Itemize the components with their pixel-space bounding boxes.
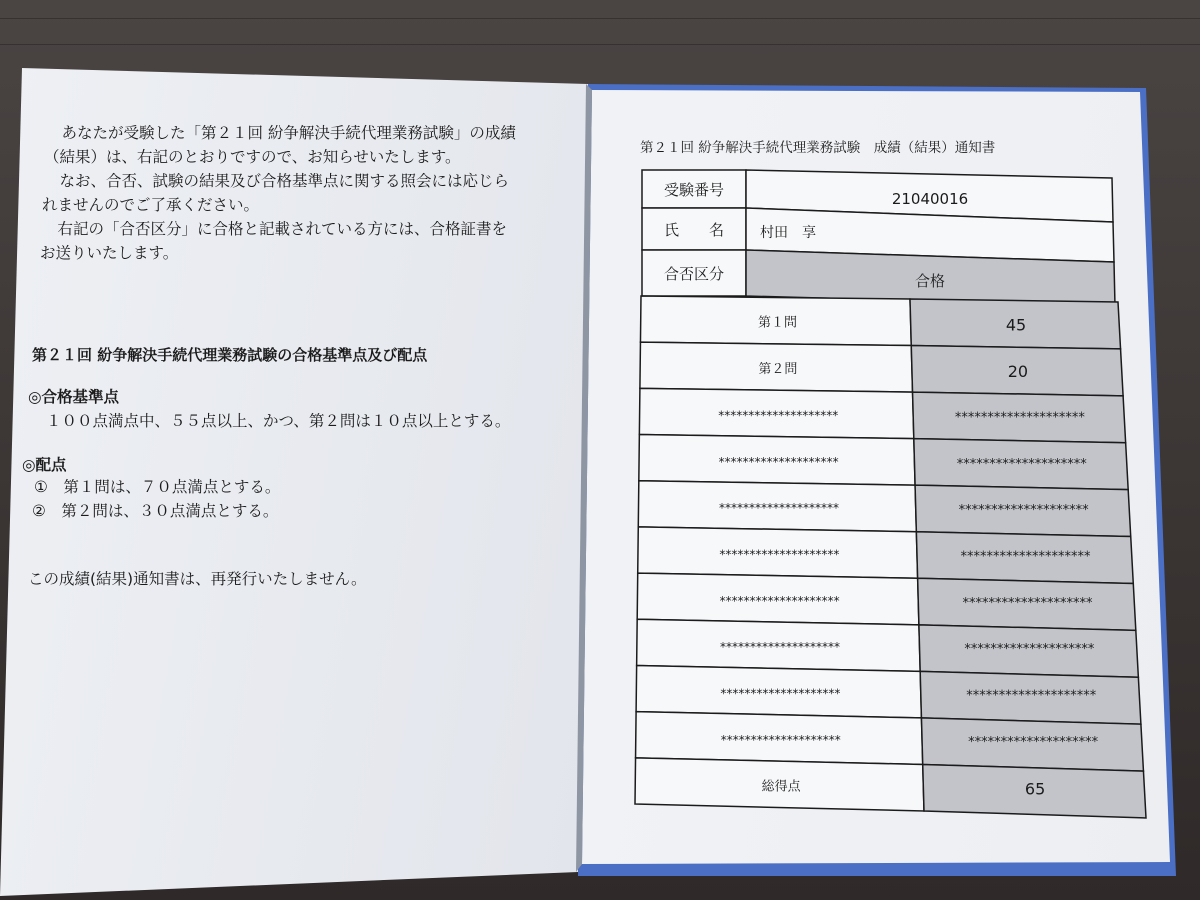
score-item-2: ② 第２問は、３０点満点とする。: [32, 502, 279, 520]
intro-line-1: あなたが受験した「第２１回 紛争解決手続代理業務試験」の成績: [46, 124, 516, 142]
standard-title: 第２１回 紛争解決手続代理業務試験の合格基準点及び配点: [32, 346, 428, 364]
score-row-3-label: ********************: [718, 408, 839, 423]
score-row-1-value: 45: [1005, 315, 1027, 335]
score-row-4-value: ********************: [956, 456, 1087, 472]
score-row-5-label: ********************: [718, 501, 839, 516]
intro-line-4: れませんのでご了承ください。: [42, 196, 260, 214]
score-row-2-value: 20: [1007, 362, 1029, 382]
score-row-4-label: ********************: [718, 454, 839, 469]
name-value: 村田 享: [760, 225, 816, 241]
intro-line-5: 右記の「合否区分」に合格と記載されている方には、合格証書を: [42, 220, 508, 238]
score-row-8-label: ********************: [720, 640, 841, 655]
score-row-1-label: 第１問: [757, 315, 798, 331]
score-row-8-value: ********************: [964, 642, 1095, 658]
score-row-11-value: 65: [1024, 779, 1046, 799]
score-row-10-label: ********************: [720, 732, 841, 747]
score-item-1: ① 第１問は、７０点満点とする。: [34, 478, 281, 496]
pass-heading: ◎合格基準点: [28, 388, 120, 406]
intro-line-3: なお、合否、試験の結果及び合格基準点に関する照会には応じら: [44, 172, 510, 190]
certificate-title: 第２１回 紛争解決手続代理業務試験 成績（結果）通知書: [640, 140, 996, 156]
score-row-5-value: ********************: [958, 503, 1089, 519]
score-row-7-value: ********************: [962, 595, 1093, 611]
score-heading: ◎配点: [22, 456, 67, 474]
score-row-9-value: ********************: [966, 688, 1097, 704]
pass-text: １００点満点中、５５点以上、かつ、第２問は１０点以上とする。: [46, 412, 511, 430]
result-value: 合格: [914, 272, 946, 290]
score-row-2-label: 第２問: [758, 362, 798, 378]
intro-line-2: （結果）は、右記のとおりですので、お知らせいたします。: [44, 148, 461, 166]
score-row-6-value: ********************: [960, 549, 1091, 565]
intro-line-6: お送りいたします。: [40, 244, 179, 262]
score-row-11-label: 総得点: [761, 779, 801, 795]
score-row-9-label: ********************: [720, 686, 841, 701]
score-row-3-value: ********************: [954, 410, 1085, 426]
reissue-note: この成績(結果)通知書は、再発行いたしません。: [28, 570, 367, 588]
score-row-6-label: ********************: [719, 547, 840, 562]
name-label: 氏 名: [663, 221, 725, 239]
exam-number-label: 受験番号: [663, 181, 725, 199]
result-label: 合否区分: [663, 265, 725, 283]
exam-number-value: 21040016: [891, 190, 969, 208]
score-row-10-value: ********************: [968, 734, 1099, 750]
score-row-7-label: ********************: [719, 593, 840, 608]
